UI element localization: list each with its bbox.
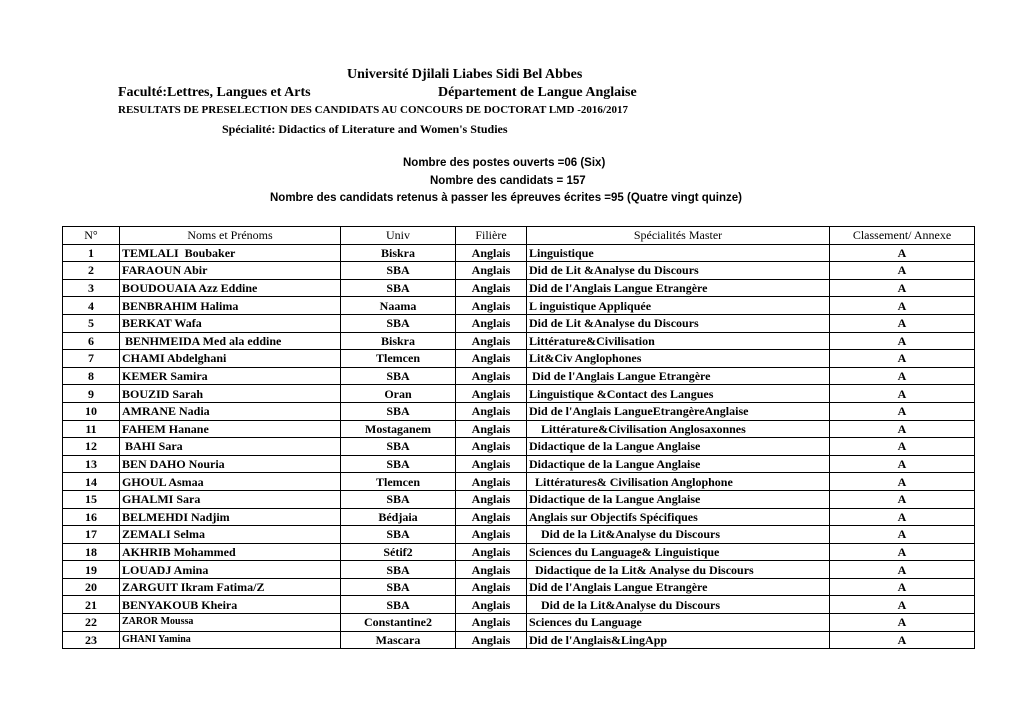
university: Naama <box>341 297 456 315</box>
table-row <box>63 508 975 526</box>
table-row <box>63 473 975 491</box>
master-speciality: Littérature&Civilisation Anglosaxonnes <box>527 420 830 438</box>
classement: A <box>830 402 975 420</box>
university: SBA <box>341 279 456 297</box>
master-speciality: Did de l'Anglais&LingApp <box>527 631 830 649</box>
faculty-title: Faculté:Lettres, Langues et Arts <box>118 85 311 100</box>
table-row <box>63 314 975 332</box>
filiere: Anglais <box>456 543 527 561</box>
table-row <box>63 596 975 614</box>
classement: A <box>830 578 975 596</box>
row-number: 15 <box>63 490 120 508</box>
master-speciality: Did de l'Anglais Langue Etrangère <box>527 578 830 596</box>
table-row <box>63 279 975 297</box>
classement: A <box>830 279 975 297</box>
candidate-name: ZAROR Moussa <box>120 614 341 632</box>
master-speciality: Linguistique <box>527 244 830 262</box>
filiere: Anglais <box>456 526 527 544</box>
filiere: Anglais <box>456 490 527 508</box>
classement: A <box>830 438 975 456</box>
university: Biskra <box>341 332 456 350</box>
candidate-name: BOUZID Sarah <box>120 385 341 403</box>
table-row <box>63 244 975 262</box>
table-row <box>63 543 975 561</box>
row-number: 1 <box>63 244 120 262</box>
university: SBA <box>341 402 456 420</box>
university: Mostaganem <box>341 420 456 438</box>
filiere: Anglais <box>456 438 527 456</box>
master-speciality: Didactique de la Lit& Analyse du Discours <box>527 561 830 579</box>
master-speciality: Sciences du Language& Linguistique <box>527 543 830 561</box>
row-number: 10 <box>63 402 120 420</box>
candidate-name: AKHRIB Mohammed <box>120 543 341 561</box>
university: SBA <box>341 526 456 544</box>
candidate-name: ZARGUIT Ikram Fatima/Z <box>120 578 341 596</box>
master-speciality: Lit&Civ Anglophones <box>527 350 830 368</box>
table-row <box>63 297 975 315</box>
candidate-name: GHOUL Asmaa <box>120 473 341 491</box>
table-row <box>63 385 975 403</box>
retained-count: Nombre des candidats retenus à passer les épreuves écrites =95 (Quatre vingt quinze) <box>270 192 742 204</box>
col-header-name: Noms et Prénoms <box>120 227 341 245</box>
department-title: Département de Langue Anglaise <box>438 85 637 100</box>
row-number: 5 <box>63 314 120 332</box>
university-title: Université Djilali Liabes Sidi Bel Abbes <box>347 67 583 82</box>
table-header-row <box>63 227 975 245</box>
candidate-name: BEN DAHO Nouria <box>120 455 341 473</box>
university: SBA <box>341 561 456 579</box>
col-header-number: N° <box>63 227 120 245</box>
filiere: Anglais <box>456 420 527 438</box>
master-speciality: Anglais sur Objectifs Spécifiques <box>527 508 830 526</box>
classement: A <box>830 543 975 561</box>
filiere: Anglais <box>456 332 527 350</box>
table-row <box>63 262 975 280</box>
master-speciality: Did de Lit &Analyse du Discours <box>527 262 830 280</box>
candidate-name: ZEMALI Selma <box>120 526 341 544</box>
speciality-title: Spécialité: Didactics of Literature and Women's Studies <box>222 122 508 136</box>
classement: A <box>830 385 975 403</box>
table-body <box>63 244 975 649</box>
row-number: 8 <box>63 367 120 385</box>
classement: A <box>830 631 975 649</box>
master-speciality: Littérature&Civilisation <box>527 332 830 350</box>
university: Constantine2 <box>341 614 456 632</box>
table-row <box>63 420 975 438</box>
row-number: 3 <box>63 279 120 297</box>
classement: A <box>830 614 975 632</box>
candidate-count: Nombre des candidats = 157 <box>430 175 586 187</box>
master-speciality: Sciences du Language <box>527 614 830 632</box>
university: SBA <box>341 314 456 332</box>
university: Sétif2 <box>341 543 456 561</box>
master-speciality: Did de Lit &Analyse du Discours <box>527 314 830 332</box>
row-number: 12 <box>63 438 120 456</box>
row-number: 11 <box>63 420 120 438</box>
university: SBA <box>341 490 456 508</box>
filiere: Anglais <box>456 561 527 579</box>
classement: A <box>830 244 975 262</box>
university: Tlemcen <box>341 350 456 368</box>
master-speciality: Littératures& Civilisation Anglophone <box>527 473 830 491</box>
row-number: 18 <box>63 543 120 561</box>
university: SBA <box>341 438 456 456</box>
filiere: Anglais <box>456 262 527 280</box>
row-number: 2 <box>63 262 120 280</box>
master-speciality: L inguistique Appliquée <box>527 297 830 315</box>
row-number: 16 <box>63 508 120 526</box>
row-number: 23 <box>63 631 120 649</box>
filiere: Anglais <box>456 367 527 385</box>
candidate-name: BENHMEIDA Med ala eddine <box>120 332 341 350</box>
table-row <box>63 332 975 350</box>
filiere: Anglais <box>456 596 527 614</box>
col-header-univ: Univ <box>341 227 456 245</box>
classement: A <box>830 297 975 315</box>
classement: A <box>830 314 975 332</box>
filiere: Anglais <box>456 385 527 403</box>
candidate-name: BENBRAHIM Halima <box>120 297 341 315</box>
filiere: Anglais <box>456 631 527 649</box>
master-speciality: Did de l'Anglais Langue Etrangère <box>527 367 830 385</box>
open-positions: Nombre des postes ouverts =06 (Six) <box>403 157 606 169</box>
candidate-name: GHANI Yamina <box>120 631 341 649</box>
filiere: Anglais <box>456 614 527 632</box>
table-row <box>63 402 975 420</box>
table-row <box>63 561 975 579</box>
master-speciality: Did de l'Anglais LangueEtrangèreAnglaise <box>527 402 830 420</box>
candidate-name: FAHEM Hanane <box>120 420 341 438</box>
filiere: Anglais <box>456 402 527 420</box>
classement: A <box>830 508 975 526</box>
row-number: 14 <box>63 473 120 491</box>
classement: A <box>830 473 975 491</box>
table-row <box>63 614 975 632</box>
table-row <box>63 526 975 544</box>
classement: A <box>830 350 975 368</box>
row-number: 13 <box>63 455 120 473</box>
candidate-name: GHALMI Sara <box>120 490 341 508</box>
university: SBA <box>341 455 456 473</box>
master-speciality: Didactique de la Langue Anglaise <box>527 490 830 508</box>
candidate-name: BENYAKOUB Kheira <box>120 596 341 614</box>
classement: A <box>830 455 975 473</box>
classement: A <box>830 420 975 438</box>
candidate-name: TEMLALI Boubaker <box>120 244 341 262</box>
candidate-name: KEMER Samira <box>120 367 341 385</box>
table-row <box>63 631 975 649</box>
university: SBA <box>341 596 456 614</box>
classement: A <box>830 367 975 385</box>
table-row <box>63 455 975 473</box>
university: Mascara <box>341 631 456 649</box>
row-number: 7 <box>63 350 120 368</box>
col-header-classement: Classement/ Annexe <box>830 227 975 245</box>
row-number: 22 <box>63 614 120 632</box>
candidate-name: BAHI Sara <box>120 438 341 456</box>
candidate-name: BERKAT Wafa <box>120 314 341 332</box>
row-number: 19 <box>63 561 120 579</box>
university: Biskra <box>341 244 456 262</box>
candidate-name: FARAOUN Abir <box>120 262 341 280</box>
row-number: 17 <box>63 526 120 544</box>
filiere: Anglais <box>456 314 527 332</box>
row-number: 9 <box>63 385 120 403</box>
candidate-name: AMRANE Nadia <box>120 402 341 420</box>
classement: A <box>830 332 975 350</box>
master-speciality: Did de l'Anglais Langue Etrangère <box>527 279 830 297</box>
master-speciality: Didactique de la Langue Anglaise <box>527 455 830 473</box>
university: Oran <box>341 385 456 403</box>
filiere: Anglais <box>456 297 527 315</box>
row-number: 4 <box>63 297 120 315</box>
filiere: Anglais <box>456 279 527 297</box>
master-speciality: Did de la Lit&Analyse du Discours <box>527 596 830 614</box>
university: SBA <box>341 578 456 596</box>
master-speciality: Didactique de la Langue Anglaise <box>527 438 830 456</box>
classement: A <box>830 526 975 544</box>
table-row <box>63 438 975 456</box>
filiere: Anglais <box>456 244 527 262</box>
candidate-name: BOUDOUAIA Azz Eddine <box>120 279 341 297</box>
table-row <box>63 578 975 596</box>
row-number: 6 <box>63 332 120 350</box>
filiere: Anglais <box>456 455 527 473</box>
results-table <box>62 226 975 649</box>
university: Tlemcen <box>341 473 456 491</box>
university: SBA <box>341 262 456 280</box>
col-header-filiere: Filière <box>456 227 527 245</box>
university: Bédjaia <box>341 508 456 526</box>
classement: A <box>830 596 975 614</box>
candidate-name: LOUADJ Amina <box>120 561 341 579</box>
row-number: 20 <box>63 578 120 596</box>
filiere: Anglais <box>456 578 527 596</box>
table-row <box>63 350 975 368</box>
classement: A <box>830 262 975 280</box>
row-number: 21 <box>63 596 120 614</box>
candidate-name: BELMEHDI Nadjim <box>120 508 341 526</box>
candidate-name: CHAMI Abdelghani <box>120 350 341 368</box>
classement: A <box>830 561 975 579</box>
university: SBA <box>341 367 456 385</box>
master-speciality: Did de la Lit&Analyse du Discours <box>527 526 830 544</box>
col-header-speciality: Spécialités Master <box>527 227 830 245</box>
master-speciality: Linguistique &Contact des Langues <box>527 385 830 403</box>
filiere: Anglais <box>456 473 527 491</box>
table-row <box>63 490 975 508</box>
filiere: Anglais <box>456 508 527 526</box>
table-row <box>63 367 975 385</box>
results-title: RESULTATS DE PRESELECTION DES CANDIDATS AU CONCOURS DE DOCTORAT LMD -2016/2017 <box>118 104 628 116</box>
filiere: Anglais <box>456 350 527 368</box>
classement: A <box>830 490 975 508</box>
